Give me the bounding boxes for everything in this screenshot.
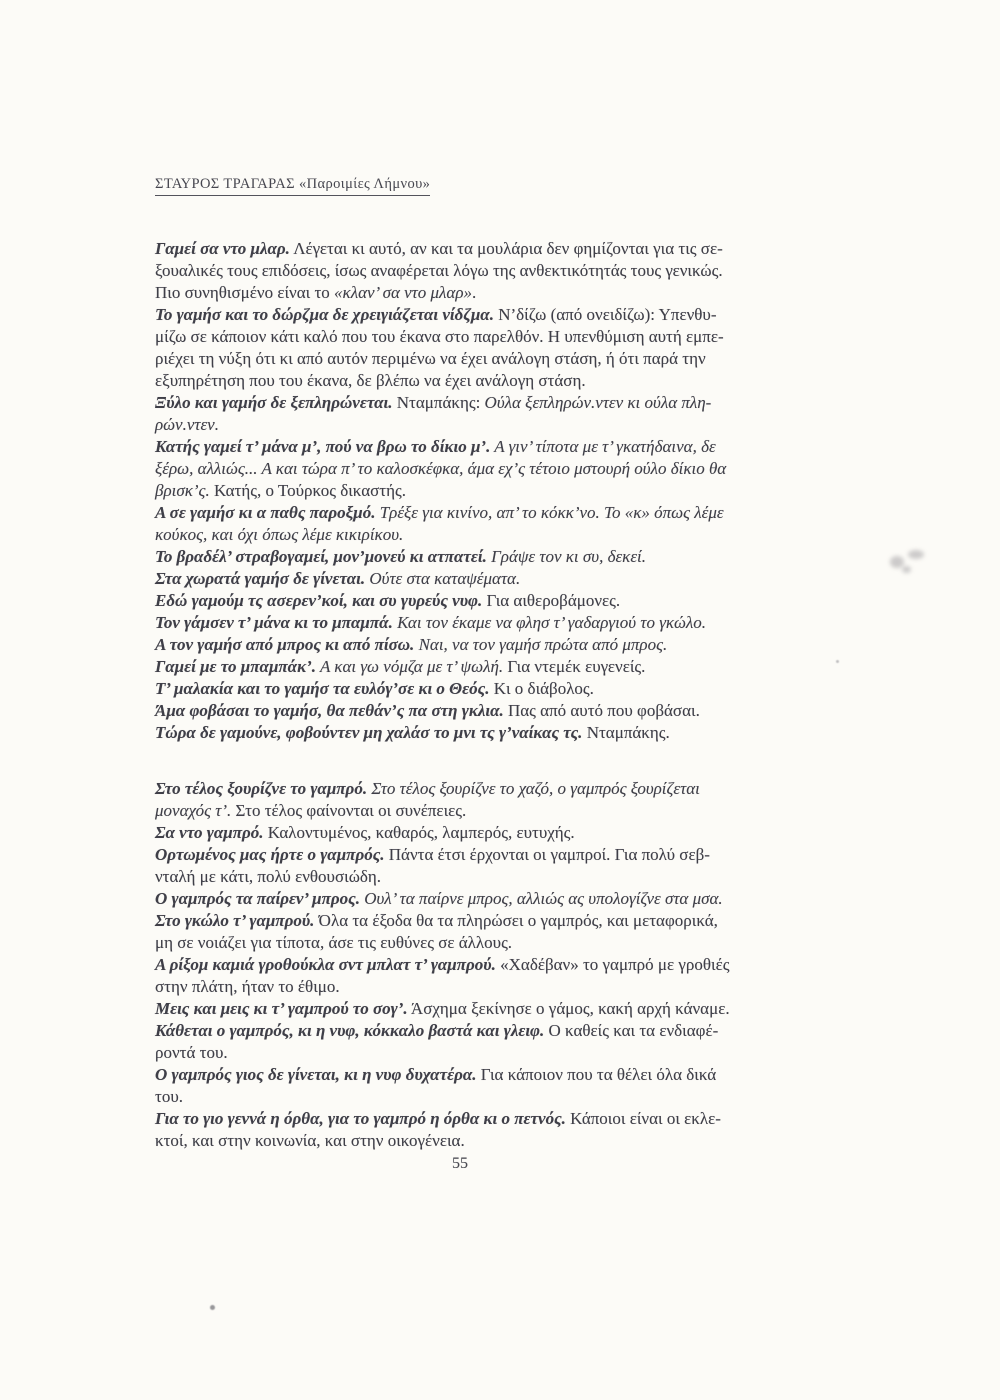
proverb-lead: Γαμεί με το μπαμπάκ’. (155, 657, 317, 676)
text-line (155, 568, 855, 590)
scan-smudge-artifact (886, 548, 930, 582)
explanation-text: Ν’δίζω (από ονειδίζω): Υπενθυ- (493, 305, 717, 324)
text-line (155, 1020, 855, 1042)
explanation-text: κτοί, και στην κοινωνία, και στην οικογένεια. (155, 1131, 465, 1150)
proverb-lead: Τώρα δε γαμούνε, φοβούντεν μη χαλάσ το μνι τς γ’ναίκας τς. (155, 723, 583, 742)
text-line (155, 976, 855, 998)
dialect-quote: Και τον έκαμε να φλησ τ’ γαδαργιού το γκώλο. (392, 613, 707, 632)
proverb-section-2 (155, 778, 855, 1152)
dialect-quote: Στο τέλος ξουρίζνε το χαζό, ο γαμπρός ξουρίζεται (367, 779, 700, 798)
text-line (155, 634, 855, 656)
proverb-lead: Στα χωρατά γαμήσ δε γίνεται. (155, 569, 366, 588)
text-line (155, 238, 855, 260)
text-line (155, 590, 855, 612)
text-line (155, 260, 855, 282)
text-line (155, 370, 855, 392)
text-line (155, 502, 855, 524)
scan-dot-artifact (210, 1305, 215, 1310)
explanation-text: . (471, 283, 477, 302)
text-line (155, 1064, 855, 1086)
text-line (155, 480, 855, 502)
explanation-text: Για ντεμέκ ευγενείς. (503, 657, 646, 676)
text-line (155, 722, 855, 744)
explanation-text: ξουαλικές τους επιδόσεις, ίσως αναφέρεται λόγω της ανθεκτικότητάς τους γενικώς. (155, 261, 723, 280)
proverb-lead: Ο γαμπρός τα παίρεν’ μπρος. (155, 889, 360, 908)
explanation-text: Στο τέλος φαίνονται οι συνέπειες. (231, 801, 467, 820)
dialect-quote: Ουλ’ τα παίρνε μπρος, αλλιώς ας υπολογίζνε στα μσα. (359, 889, 723, 908)
explanation-text: Όλα τα έξοδα θα τα πληρώσει ο γαμπρός, και μεταφορικά, (314, 911, 718, 930)
explanation-text: Καλοντυμένος, καθαρός, λαμπερός, ευτυχής. (263, 823, 575, 842)
dialect-quote: μοναχός τ’. (155, 801, 232, 820)
text-line (155, 414, 855, 436)
text-line (155, 392, 855, 414)
text-column (155, 238, 855, 1152)
proverb-lead: Το γαμήσ και το δώρζμα δε χρειγιάζεται νίδζμα. (155, 305, 494, 324)
explanation-text: Άσχημα ξεκίνησε ο γάμος, κακή αρχή κάναμε. (407, 999, 730, 1018)
proverb-lead: Για το γιο γεννά η όρθα, για το γαμπρό η όρθα κι ο πετνός. (155, 1109, 566, 1128)
proverb-lead: Ξύλο και γαμήσ δε ξεπληρώνεται. (155, 393, 393, 412)
text-line (155, 1130, 855, 1152)
text-line (155, 844, 855, 866)
dialect-quote: Ούλα ξεπληρών.ντεν κι ούλα πλη- (484, 393, 712, 412)
dialect-quote: βρισκ’ς. (155, 481, 210, 500)
explanation-text: Πας από αυτό που φοβάσαι. (503, 701, 700, 720)
dialect-quote: Γράψε τον κι συ, δεκεί. (486, 547, 647, 566)
text-line (155, 458, 855, 480)
explanation-text: Ο καθείς και τα ενδιαφέ- (544, 1021, 719, 1040)
explanation-text: Νταμπάκης. (582, 723, 670, 742)
explanation-text: Για αιθεροβάμονες. (482, 591, 621, 610)
text-line (155, 910, 855, 932)
dialect-quote: Τρέξε για κινίνο, απ’ το κόκκ’νο. Το «κ» όπως λέμε (375, 503, 724, 522)
text-line (155, 546, 855, 568)
dialect-quote: Ούτε στα καταψέματα. (365, 569, 521, 588)
page-number: 55 (452, 1155, 468, 1172)
text-line (155, 800, 855, 822)
dialect-quote: Ναι, να τον γαμήσ πρώτα από μπρος. (414, 635, 668, 654)
proverb-lead: Μεις και μεις κι τ’ γαμπρού το σογ’. (155, 999, 408, 1018)
proverb-lead: Τ’ μαλακία και το γαμήσ τα ευλόγ’σε κι ο Θεός. (155, 679, 490, 698)
proverb-lead: Γαμεί σα ντο μλαρ. (155, 239, 290, 258)
explanation-text: Νταμπάκης: (392, 393, 485, 412)
text-line (155, 678, 855, 700)
proverb-lead: Εδώ γαμούμ τς ασερεν’κοί, και συ γυρεύς νυφ. (155, 591, 483, 610)
dialect-quote: Α και γω νόμζα με τ’ ψωλή. (316, 657, 504, 676)
text-line (155, 932, 855, 954)
text-line (155, 822, 855, 844)
proverb-lead: Ο γαμπρός γιος δε γίνεται, κι η νυφ δυχατέρα. (155, 1065, 477, 1084)
text-line (155, 778, 855, 800)
explanation-text: Πάντα έτσι έρχονται οι γαμπροί. Για πολύ σεβ- (384, 845, 710, 864)
text-line (155, 348, 855, 370)
text-line (155, 436, 855, 458)
dialect-quote: ρών.ντεν. (155, 415, 219, 434)
text-line (155, 1108, 855, 1130)
text-line (155, 282, 855, 304)
proverb-lead: Κάθεται ο γαμπρός, κι η νυφ, κόκκαλο βαστά και γλειφ. (155, 1021, 545, 1040)
explanation-text: εξυπηρέτηση που του έκανα, δε βλέπω να έχει ανάλογη στάση. (155, 371, 586, 390)
explanation-text: Για κάποιον που τα θέλει όλα δικά (476, 1065, 717, 1084)
explanation-text: ριέχει τη νύξη ότι κι από αυτόν περιμένω να έχει ανάλογη στάση, ή ότι παρά την (155, 349, 706, 368)
explanation-text: μη σε νοιάζει για τίποτα, άσε τις ευθύνες σε άλλους. (155, 933, 513, 952)
proverb-lead: Το βραδέλ’ στραβογαμεί, μον’μονεύ κι ατπατεί. (155, 547, 487, 566)
dialect-quote: Α γιν’ τίποτα με τ’ γκατήδαινα, δε (490, 437, 716, 456)
proverb-lead: Ορτωμένος μας ήρτε ο γαμπρός. (155, 845, 385, 864)
text-line (155, 1086, 855, 1108)
text-line (155, 304, 855, 326)
proverb-section-1 (155, 238, 855, 744)
text-line (155, 866, 855, 888)
explanation-text: «Χαδέβαν» το γαμπρό με γροθιές (495, 955, 730, 974)
dialect-quote: ξέρω, αλλιώς... Α και τώρα π’ το καλοσκέφκα, άμα εχ’ς τέτοιο μστουρή ούλο δίκιο θα (155, 459, 727, 478)
text-line (155, 326, 855, 348)
explanation-text: Κάποιοι είναι οι εκλε- (565, 1109, 721, 1128)
proverb-lead: Τον γάμσεν τ’ μάνα κι το μπαμπά. (155, 613, 393, 632)
proverb-lead: Άμα φοβάσαι το γαμήσ, θα πεθάν’ς πα στη γκλια. (155, 701, 504, 720)
explanation-text: Λέγεται κι αυτό, αν και τα μουλάρια δεν φημίζονται για τις σε- (289, 239, 723, 258)
proverb-lead: Στο τέλος ξουρίζνε το γαμπρό. (155, 779, 368, 798)
text-line (155, 612, 855, 634)
explanation-text: ροντά του. (155, 1043, 228, 1062)
explanation-text: μίζω σε κάποιον κάτι καλό που του έκανα στο παρελθόν. Η υπενθύμιση αυτή εμπε- (155, 327, 724, 346)
text-line (155, 954, 855, 976)
dialect-quote: «κλαν’ σα ντο μλαρ» (334, 283, 472, 302)
document-header: ΣΤΑΥΡΟΣ ΤΡΑΓΑΡΑΣ «Παροιμίες Λήμνου» (155, 176, 430, 196)
text-line (155, 888, 855, 910)
proverb-lead: Κατής γαμεί τ’ μάνα μ’, πού να βρω το δίκιο μ’. (155, 437, 491, 456)
explanation-text: Κι ο διάβολος. (489, 679, 594, 698)
explanation-text: Κατής, ο Τούρκος δικαστής. (209, 481, 406, 500)
text-line (155, 656, 855, 678)
explanation-text: Πιο συνηθισμένο είναι το (155, 283, 335, 302)
text-line (155, 524, 855, 546)
explanation-text: νταλή με κάτι, πολύ ενθουσιώδη. (155, 867, 382, 886)
proverb-lead: Α ρίξομ καμιά γροθούκλα σντ μπλατ τ’ γαμπρού. (155, 955, 496, 974)
dialect-quote: κούκος, και όχι όπως λέμε κικιρίκου. (155, 525, 404, 544)
explanation-text: του. (155, 1087, 183, 1106)
proverb-lead: Σα ντο γαμπρό. (155, 823, 264, 842)
text-line (155, 700, 855, 722)
proverb-lead: Α τον γαμήσ από μπρος κι από πίσω. (155, 635, 415, 654)
proverb-lead: Στο γκώλο τ’ γαμπρού. (155, 911, 315, 930)
explanation-text: στην πλάτη, ήταν το έθιμο. (155, 977, 340, 996)
proverb-lead: Α σε γαμήσ κι α παθς παροξμό. (155, 503, 376, 522)
text-line (155, 998, 855, 1020)
text-line (155, 1042, 855, 1064)
